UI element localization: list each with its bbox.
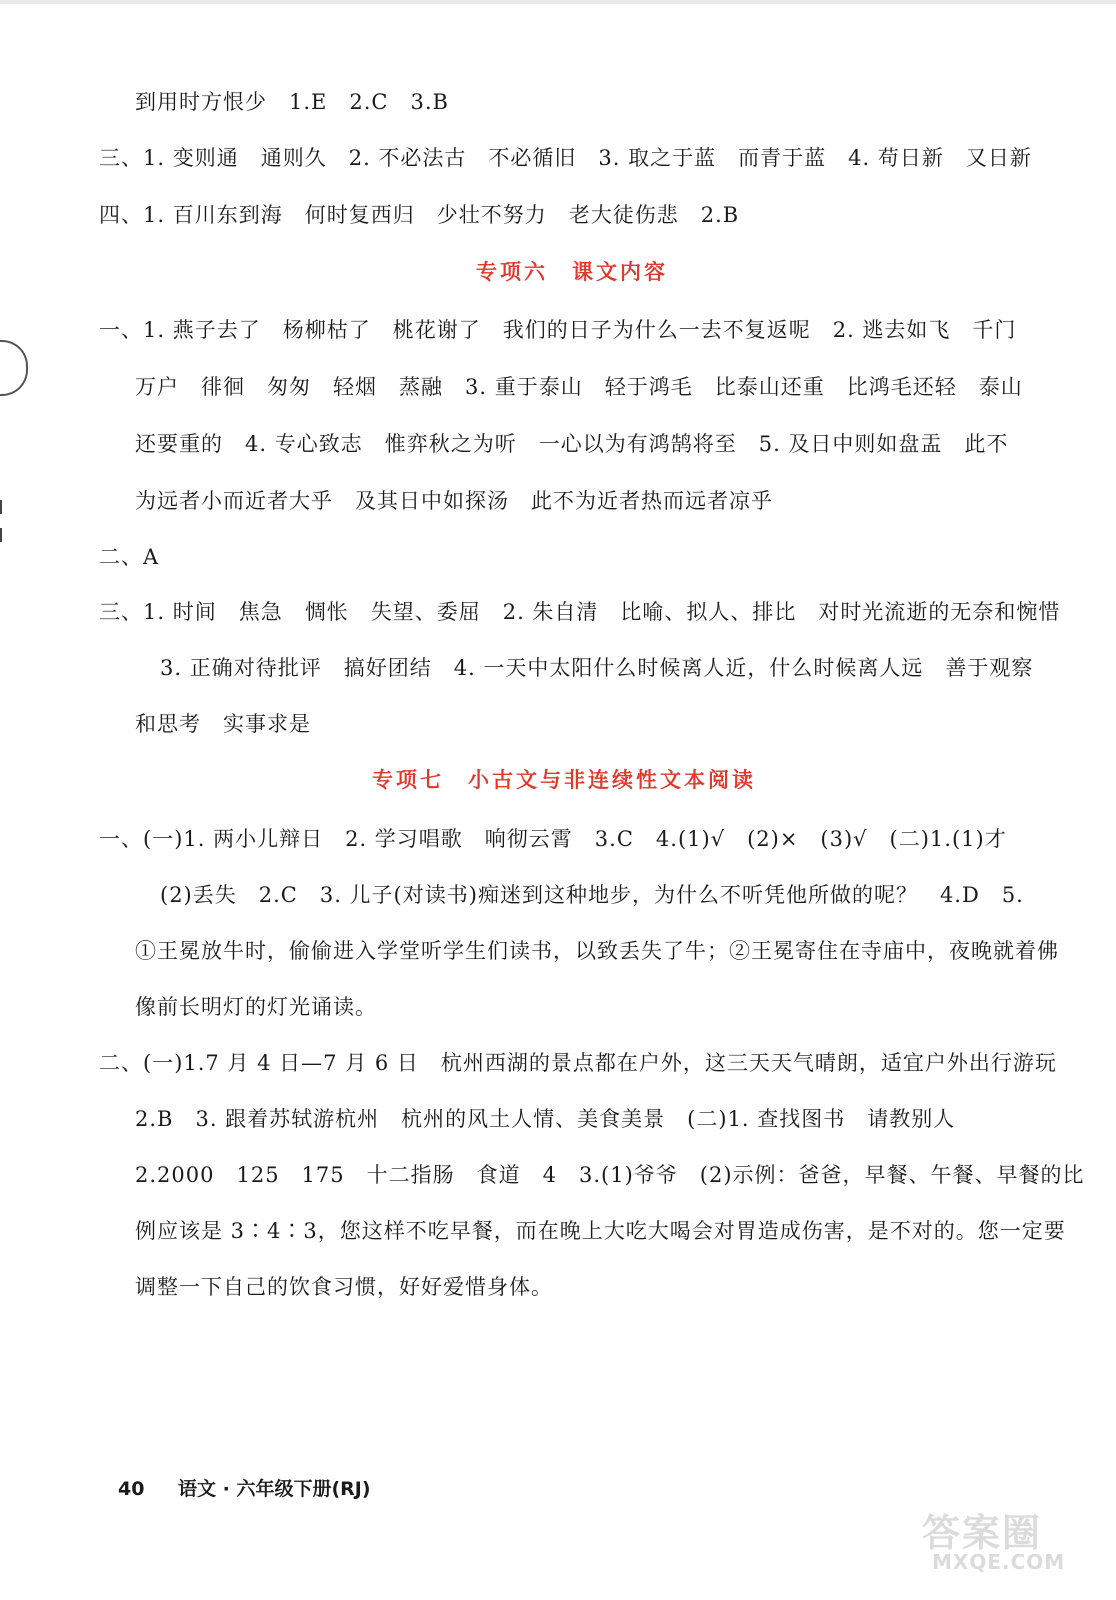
scan-top-edge	[0, 0, 1116, 4]
answer-line: 例应该是 3∶4∶3，您这样不吃早餐，而在晚上大吃大喝会对胃造成伤害，是不对的。您一定要	[135, 1219, 1066, 1243]
answer-line: 二、(一)1.7 月 4 日—7 月 6 日 杭州西湖的景点都在户外，这三天天气晴朗，适宜户外出行游玩	[99, 1051, 1057, 1075]
watermark-title: 答案圈	[922, 1511, 1043, 1555]
answer-line: ①王冕放牛时，偷偷进入学堂听学生们读书，以致丢失了牛；②王冕寄住在寺庙中，夜晚就着佛	[135, 939, 1059, 963]
answer-line: 为远者小而近者大乎 及其日中如探汤 此不为近者热而远者凉乎	[135, 489, 773, 513]
watermark-url: MXQE.COM	[932, 1550, 1066, 1574]
section-heading-6: 专项六 课文内容	[476, 259, 668, 284]
answer-line: 四、1. 百川东到海 何时复西归 少壮不努力 老大徒伤悲 2.B	[99, 203, 740, 227]
answer-line: 一、1. 燕子去了 杨柳枯了 桃花谢了 我们的日子为什么一去不复返呢 2. 逃去如飞 千门	[99, 318, 1017, 342]
answer-line: 像前长明灯的灯光诵读。	[135, 995, 377, 1019]
answer-line: (2)丢失 2.C 3. 儿子(对读书)痴迷到这种地步，为什么不听凭他所做的呢？ 4.D 5.	[160, 883, 1024, 907]
watermark-logo	[922, 1502, 1092, 1582]
answer-line: 一、(一)1. 两小儿辩日 2. 学习唱歌 响彻云霄 3.C 4.(1)√ (2)× (3)√ (二)1.(1)才	[99, 827, 1007, 851]
answer-line: 二、A	[99, 545, 160, 569]
binding-ring-mark	[0, 340, 28, 396]
answer-line: 到用时方恨少 1.E 2.C 3.B	[135, 90, 449, 114]
answer-line: 三、1. 变则通 通则久 2. 不必法古 不必循旧 3. 取之于蓝 而青于蓝 4. 苟日新 又日新	[99, 146, 1032, 170]
section-heading-7: 专项七 小古文与非连续性文本阅读	[372, 767, 756, 792]
answer-line: 调整一下自己的饮食习惯，好好爱惜身体。	[135, 1275, 553, 1299]
answer-line: 2.B 3. 跟着苏轼游杭州 杭州的风土人情、美食美景 (二)1. 查找图书 请教别人	[135, 1107, 956, 1131]
binding-tick-mark	[0, 528, 8, 542]
answer-line: 三、1. 时间 焦急 惆怅 失望、委屈 2. 朱自清 比喻、拟人、排比 对时光流逝的无奈和惋惜	[99, 600, 1061, 624]
answer-line: 万户 徘徊 匆匆 轻烟 蒸融 3. 重于泰山 轻于鸿毛 比泰山还重 比鸿毛还轻 泰山	[135, 375, 1023, 399]
book-title: 语文 · 六年级下册(RJ)	[178, 1478, 371, 1500]
page-number: 40	[118, 1478, 145, 1500]
binding-tick-mark	[0, 500, 8, 514]
answer-line: 3. 正确对待批评 搞好团结 4. 一天中太阳什么时候离人近，什么时候离人远 善于观察	[160, 656, 1034, 680]
answer-line: 和思考 实事求是	[135, 712, 311, 736]
answer-line: 2.2000 125 175 十二指肠 食道 4 3.(1)爷爷 (2)示例：爸爸，早餐、午餐、早餐的比	[135, 1163, 1085, 1187]
answer-line: 还要重的 4. 专心致志 惟弈秋之为听 一心以为有鸿鹄将至 5. 及日中则如盘盂 此不	[135, 432, 1009, 456]
